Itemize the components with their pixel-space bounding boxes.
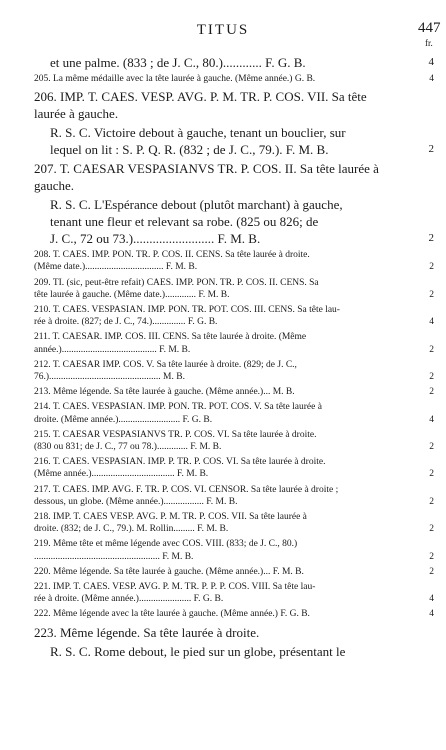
- catalogue-entry: [34, 196, 434, 247]
- entry-line: 221. IMP. T. CAES. VESP. AVG. P. M. TR. P. P. P. COS. VIII. Sa tête lau-: [34, 582, 316, 593]
- entry-line: (Même date.)................................. F. M. B.: [34, 262, 198, 273]
- entry-line: 216. T. CAES. VESPASIAN. IMP. P. TR. P. COS. VI. Sa tête laurée à droite.: [34, 457, 326, 468]
- entry-line: (830 ou 831; de J. C., 77 ou 78.)............. F. M. B.: [34, 442, 222, 453]
- entry-line: 218. IMP. T. CAES VESP. AVG. P. M. TR. P. COS. VII. Sa tête laurée à: [34, 512, 307, 523]
- price-value: 4: [429, 317, 434, 328]
- entry-line: 214. T. CAES. VESPASIAN. IMP. PON. TR. POT. COS. V. Sa tête laurée à: [34, 402, 322, 413]
- price-value: 2: [429, 262, 434, 273]
- currency-unit-label: fr.: [425, 38, 433, 48]
- price-value: 4: [428, 56, 434, 68]
- entry-line: 213. Même légende. Sa tête laurée à gauche. (Même année.)... M. B.: [34, 387, 295, 398]
- catalogue-entry: [34, 88, 406, 122]
- entry-line: lequel on lit : S. P. Q. R. (832 ; de J. C., 79.). F. M. B.: [50, 142, 329, 158]
- entry-line: 223. Même légende. Sa tête laurée à droite.: [34, 624, 260, 640]
- catalogue-entry: [34, 359, 434, 383]
- entry-line: R. S. C. Rome debout, le pied sur un globe, présentant le: [50, 643, 346, 659]
- entry-line: laurée à gauche.: [34, 106, 119, 122]
- entry-line: (Même année.)................................... F. M. B.: [34, 469, 209, 480]
- entry-line: tête laurée à gauche. (Même date.)............. F. M. B.: [34, 289, 230, 300]
- catalogue-entry: [34, 429, 434, 453]
- price-value: 4: [429, 414, 434, 425]
- entry-line: 76.)............................................... M. B.: [34, 372, 185, 383]
- entry-line: droite. (832; de J. C., 79.). M. Rollin......... F. M. B.: [34, 524, 229, 535]
- catalogue-entry: [34, 160, 406, 194]
- catalogue-entry: [34, 624, 406, 641]
- price-value: 2: [429, 566, 434, 577]
- price-value: 2: [429, 524, 434, 535]
- catalogue-entry: [34, 643, 406, 660]
- entry-line: 207. T. CAESAR VESPASIANVS TR. P. COS. II. Sa tête laurée à: [34, 161, 379, 177]
- entry-line: 212. T. CAESAR IMP. COS. V. Sa tête laurée à droite. (829; de J. C.,: [34, 359, 297, 370]
- entry-line: 210. T. CAES. VESPASIAN. IMP. PON. TR. POT. COS. III. CENS. Sa tête lau-: [34, 305, 340, 316]
- entry-line: 209. TI. (sic, peut-être refait) CAES. IMP. PON. TR. P. COS. II. CENS. Sa: [34, 277, 319, 288]
- price-value: 2: [428, 143, 434, 156]
- entry-line: rée à droite. (827; de J. C., 74.).............. F. G. B.: [34, 317, 218, 328]
- entry-line: droite. (Même année.).......................... F. G. B.: [34, 414, 213, 425]
- catalogue-entry: [34, 511, 434, 535]
- price-value: 2: [429, 551, 434, 562]
- catalogue-entry: [34, 249, 434, 273]
- catalogue-entry: [34, 566, 434, 578]
- entry-line: 220. Même légende. Sa tête laurée à gauche. (Même année.)... F. M. B.: [34, 566, 304, 577]
- catalogue-entry: [34, 484, 434, 508]
- price-value: 2: [429, 289, 434, 300]
- entry-line: R. S. C. Victoire debout à gauche, tenant un bouclier, sur: [50, 125, 346, 141]
- running-head: TITUS: [196, 22, 250, 38]
- entry-line: et une palme. (833 ; de J. C., 80.)............ F. G. B.: [50, 55, 306, 70]
- entry-line: 206. IMP. T. CAES. VESP. AVG. P. M. TR. P. COS. VII. Sa tête: [34, 89, 367, 105]
- price-value: 4: [429, 594, 434, 605]
- entry-line: gauche.: [34, 178, 75, 194]
- catalogue-entries: [34, 54, 434, 662]
- catalogue-entry: [34, 608, 434, 620]
- catalogue-entry: [34, 304, 434, 328]
- price-value: 2: [429, 344, 434, 355]
- entry-line: tenant une fleur et relevant sa robe. (825 ou 826; de: [50, 214, 319, 230]
- entry-line: 219. Même tête et même légende avec COS. VIII. (833; de J. C., 80.): [34, 539, 298, 550]
- price-value: 2: [428, 232, 434, 245]
- page-number: 447: [418, 20, 441, 36]
- entry-line: 217. T. CAES. IMP. AVG. F. TR. P. COS. VI. CENSOR. Sa tête laurée à droite ;: [34, 484, 339, 495]
- catalogue-entry: [34, 456, 434, 480]
- entry-line: 215. T. CAESAR VESPASIANVS TR. P. COS. VI. Sa tête laurée à droite.: [34, 429, 317, 440]
- catalogue-entry: [34, 538, 434, 562]
- price-value: 4: [429, 609, 434, 620]
- catalogue-entry: [34, 124, 434, 158]
- catalogue-entry: [34, 401, 434, 425]
- catalogue-entry: [34, 54, 434, 71]
- entry-line: 208. T. CAES. IMP. PON. TR. P. COS. II. CENS. Sa tête laurée à droite.: [34, 250, 310, 261]
- entry-line: année.)........................................ F. M. B.: [34, 344, 191, 355]
- entry-line: 222. Même légende avec la tête laurée à gauche. (Même année.) F. G. B.: [34, 609, 310, 620]
- entry-line: J. C., 72 ou 73.)......................... F. M. B.: [50, 231, 261, 247]
- price-value: 4: [429, 74, 434, 84]
- entry-line: 211. T. CAESAR. IMP. COS. III. CENS. Sa tête laurée à droite. (Même: [34, 332, 307, 343]
- entry-line: rée à droite. (Même année.)...................... F. G. B.: [34, 594, 224, 605]
- price-value: 2: [429, 442, 434, 453]
- entry-line: ..................................................... F. M. B.: [34, 551, 194, 562]
- catalogue-entry: [34, 277, 434, 301]
- price-value: 2: [429, 372, 434, 383]
- catalogue-entry: [34, 73, 434, 85]
- entry-line: 205. La même médaille avec la tête laurée à gauche. (Même année.) G. B.: [34, 74, 316, 84]
- entry-line: R. S. C. L'Espérance debout (plutôt marchant) à gauche,: [50, 197, 343, 213]
- price-value: 2: [429, 496, 434, 507]
- catalogue-entry: [34, 581, 434, 605]
- catalogue-entry: [34, 331, 434, 355]
- price-value: 2: [429, 469, 434, 480]
- price-value: 2: [429, 387, 434, 398]
- catalogue-entry: [34, 386, 434, 398]
- entry-line: dessous, un globe. (Même année.)................. F. M. B.: [34, 496, 238, 507]
